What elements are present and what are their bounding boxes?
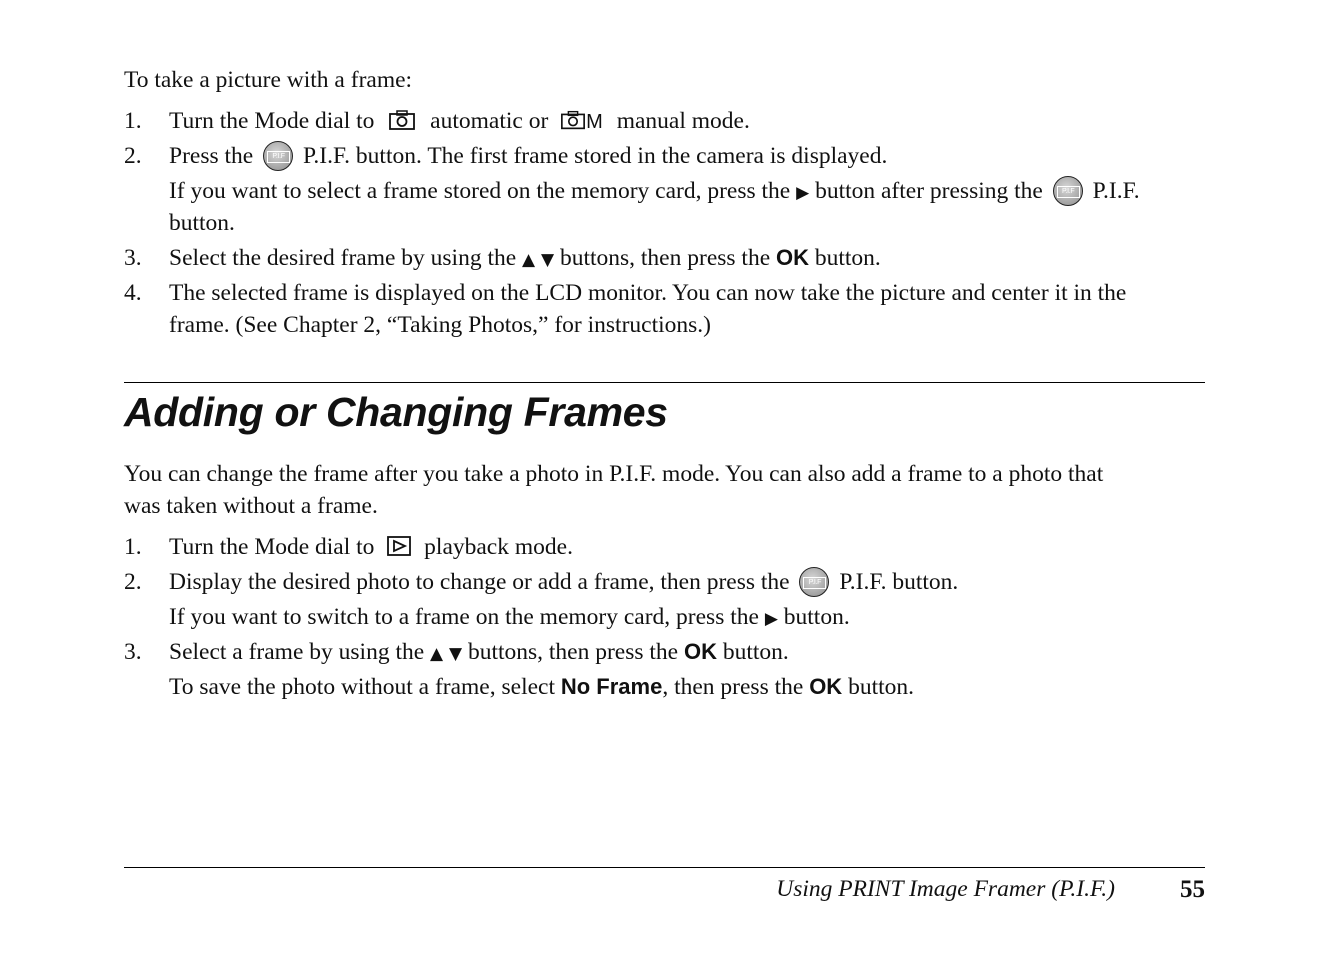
- right-arrow-icon: ▶: [764, 609, 778, 629]
- down-arrow-icon: ▼: [448, 644, 463, 664]
- footer-rule: [124, 867, 1205, 868]
- section-paragraph-line1: You can change the frame after you take a photo in P.I.F. mode. You can also add a frame to a photo that: [124, 461, 1104, 487]
- list-number: 1.: [124, 534, 142, 560]
- list-number: 4.: [124, 280, 142, 306]
- list-number: 3.: [124, 245, 142, 271]
- pif-button-icon: P.I.F: [1053, 176, 1083, 206]
- list2-item3-note: To save the photo without a frame, select No Frame, then press the OK button.: [169, 674, 914, 700]
- list-number: 1.: [124, 108, 142, 134]
- manual-mark: M: [586, 111, 603, 133]
- page-number: 55: [1180, 876, 1205, 903]
- section-paragraph-line2: was taken without a frame.: [124, 493, 378, 519]
- list-number: 2.: [124, 569, 142, 595]
- list-number: 3.: [124, 639, 142, 665]
- camera-manual-icon: [560, 109, 586, 131]
- no-frame-label: No Frame: [560, 674, 663, 699]
- intro-text: To take a picture with a frame:: [124, 67, 413, 93]
- list-number: 2.: [124, 143, 142, 169]
- ok-button-label: OK: [809, 674, 843, 699]
- camera-auto-icon: [388, 109, 416, 131]
- pif-button-icon: P.I.F: [799, 567, 829, 597]
- list1-item2-note: If you want to select a frame stored on the memory card, press the ▶ button after pressing the P.I.F P.I.F.: [169, 178, 1140, 204]
- footer-title: Using PRINT Image Framer (P.I.F.): [776, 876, 1115, 902]
- up-arrow-icon: ▲: [522, 250, 536, 270]
- list2-item2-note: If you want to switch to a frame on the memory card, press the ▶ button.: [169, 604, 850, 630]
- ok-button-label: OK: [776, 245, 809, 270]
- list1-item2-note-cont: button.: [169, 210, 235, 236]
- section-heading: Adding or Changing Frames: [124, 389, 668, 435]
- right-arrow-icon: ▶: [796, 183, 810, 203]
- ok-button-label: OK: [683, 639, 717, 664]
- down-arrow-icon: ▼: [541, 250, 555, 270]
- playback-icon: [386, 535, 412, 557]
- up-arrow-icon: ▲: [430, 644, 444, 664]
- pif-button-icon: P.I.F: [263, 141, 293, 171]
- section-rule: [124, 382, 1205, 383]
- list1-item4-cont: frame. (See Chapter 2, “Taking Photos,” for instructions.): [169, 312, 711, 338]
